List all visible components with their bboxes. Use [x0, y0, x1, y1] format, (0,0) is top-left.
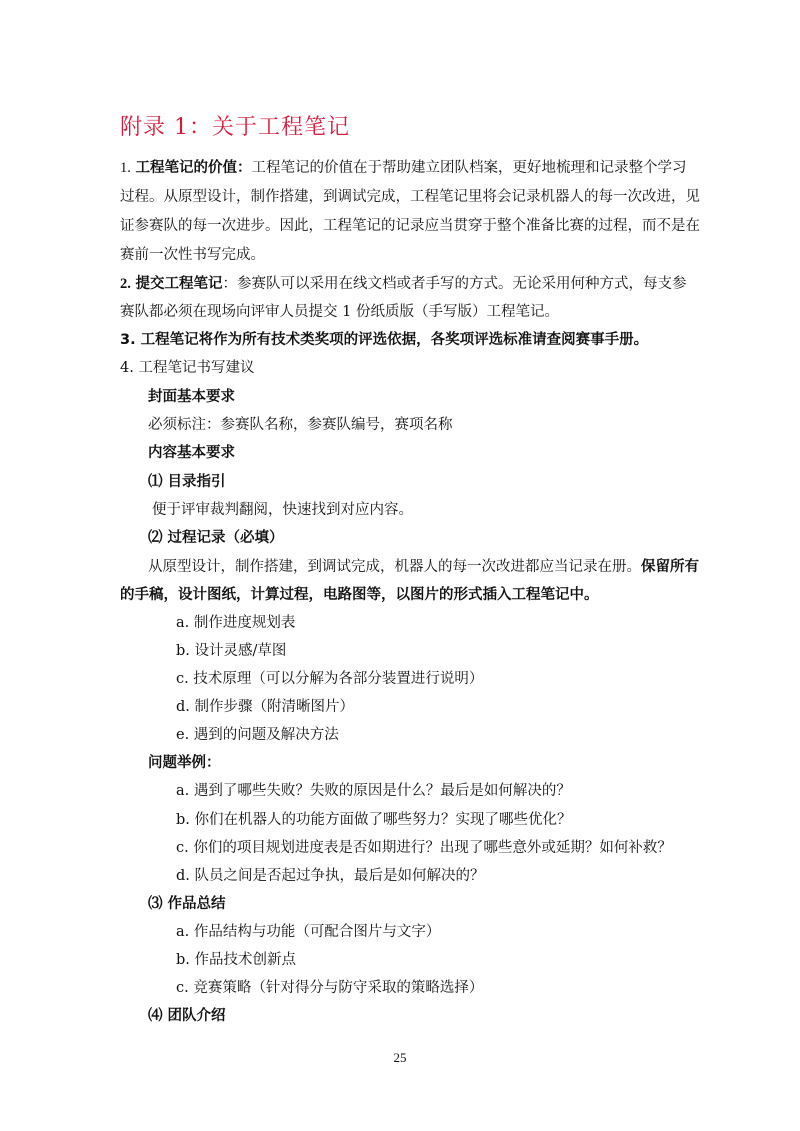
- p2-bold-lead: 提交工程笔记: [135, 276, 223, 292]
- p2-number: 2.: [120, 276, 131, 292]
- p2-line-1: [120, 274, 686, 294]
- section-2-item: c. 技术原理（可以分解为各部分装置进行说明）: [176, 671, 484, 687]
- p3-line: 3. 工程笔记将作为所有技术类奖项的评选依据，各奖项评选标准请查阅赛事手册。: [120, 332, 649, 348]
- cover-text: 必须标注：参赛队名称，参赛队编号，赛项名称: [148, 417, 453, 433]
- section-2-item: d. 制作步骤（附清晰图片）: [176, 699, 354, 715]
- section-1-heading: ⑴ 目录指引: [148, 474, 226, 490]
- section-3-item: c. 竞赛策略（针对得分与防守采取的策略选择）: [176, 980, 484, 996]
- section-2-bold-start: 保留所有: [641, 559, 699, 575]
- p1-line-2: 过程。从原型设计，制作搭建，到调试完成，工程笔记里将会记录机器人的每一次改进，见: [120, 189, 700, 205]
- p1-text-1: 工程笔记的价值在于帮助建立团队档案，更好地梳理和记录整个学习: [251, 160, 687, 176]
- questions-heading: 问题举例：: [148, 755, 221, 771]
- p2-line-2: 赛队都必须在现场向评审人员提交 1 份纸质版（手写版）工程笔记。: [120, 304, 559, 320]
- p1-number: 1.: [120, 160, 131, 176]
- question-item: c. 你们的项目规划进度表是否如期进行？出现了哪些意外或延期？如何补救？: [176, 840, 672, 856]
- page-number: 25: [393, 1050, 407, 1065]
- section-2-item: b. 设计灵感/草图: [176, 643, 287, 659]
- p2-text-1: ：参赛队可以采用在线文档或者手写的方式。无论采用何种方式，每支参: [222, 276, 687, 292]
- p1-line-3: 证参赛队的每一次进步。因此，工程笔记的记录应当贯穿于整个准备比赛的过程，而不是在: [120, 218, 700, 234]
- appendix-title: 附录 1：关于工程笔记: [120, 115, 350, 140]
- question-item: b. 你们在机器人的功能方面做了哪些努力？实现了哪些优化？: [176, 812, 572, 828]
- cover-heading: 封面基本要求: [148, 389, 235, 405]
- question-item: a. 遇到了哪些失败？失败的原因是什么？最后是如何解决的？: [176, 783, 571, 799]
- section-2-item: e. 遇到的问题及解决方法: [176, 727, 339, 743]
- p1-bold-lead: 工程笔记的价值：: [135, 160, 252, 176]
- section-2-line-1: [148, 557, 699, 577]
- p1-line-1: [120, 158, 686, 178]
- p4-line: 4. 工程笔记书写建议: [120, 360, 255, 376]
- section-2-line-2: 的手稿，设计图纸，计算过程，电路图等，以图片的形式插入工程笔记中。: [120, 587, 599, 603]
- section-2-heading: ⑵ 过程记录（必填）: [148, 530, 284, 546]
- section-2-item: a. 制作进度规划表: [176, 615, 296, 631]
- p1-line-4: 赛前一次性书写完成。: [120, 247, 265, 263]
- section-1-text: 便于评审裁判翻阅，快速找到对应内容。: [152, 502, 413, 518]
- section-3-item: a. 作品结构与功能（可配合图片与文字）: [176, 924, 441, 940]
- section-4-heading: ⑷ 团队介绍: [148, 1008, 226, 1024]
- question-item: d. 队员之间是否起过争执，最后是如何解决的？: [176, 868, 485, 884]
- section-3-heading: ⑶ 作品总结: [148, 896, 226, 912]
- section-3-item: b. 作品技术创新点: [176, 952, 296, 968]
- content-heading: 内容基本要求: [148, 445, 235, 461]
- section-2-text: 从原型设计，制作搭建，到调试完成，机器人的每一次改进都应当记录在册。: [148, 559, 641, 575]
